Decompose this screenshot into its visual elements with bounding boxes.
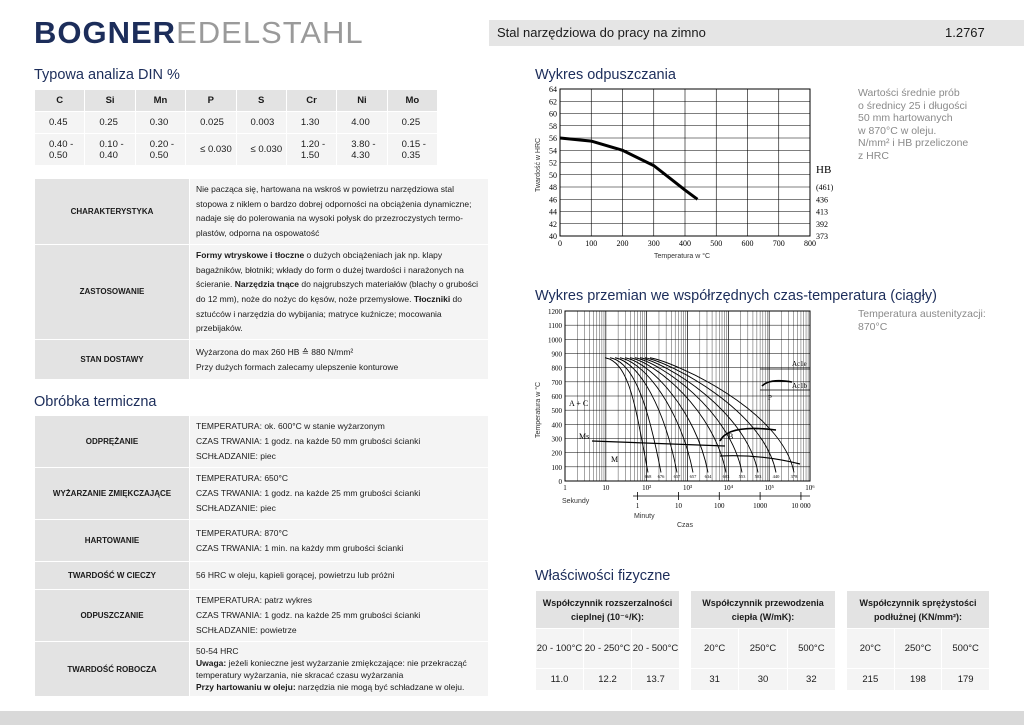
col-header: Si bbox=[85, 90, 135, 112]
hard-label: HARTOWANIE bbox=[35, 520, 190, 562]
cct-ylabel: Temperatura w °C bbox=[535, 381, 542, 438]
y-tick-label: 58 bbox=[549, 121, 557, 131]
physical-title: Właściwości fizyczne bbox=[535, 568, 671, 584]
seconds-label: Sekundy bbox=[562, 498, 590, 505]
label-ms: Ms bbox=[579, 432, 590, 441]
y-tick-label: 200 bbox=[551, 449, 562, 458]
y-tick-label: 46 bbox=[549, 195, 557, 205]
quench-label: TWARDOŚĆ W CIECZY bbox=[35, 562, 190, 590]
temp-cell: 250°C bbox=[894, 629, 942, 669]
stress-text bbox=[190, 416, 489, 468]
right-axis-label: HB bbox=[816, 164, 832, 176]
work-line: 50-54 HRC bbox=[196, 646, 239, 656]
y-tick-label: 300 bbox=[551, 435, 562, 444]
application-bold: Formy wtryskowe i tłoczne bbox=[196, 249, 305, 260]
minute-tick-label: 10 bbox=[674, 502, 682, 510]
y-tick-label: 1000 bbox=[548, 336, 562, 345]
col-header: Mn bbox=[135, 90, 185, 112]
ms-line bbox=[592, 441, 725, 446]
temp-cell: 20 - 500°C bbox=[632, 629, 680, 669]
minute-tick-label: 100 bbox=[714, 502, 725, 510]
range-cell: 0.20 - 0.50 bbox=[135, 134, 185, 166]
note-line: Wartości średnie prób bbox=[858, 87, 960, 99]
y-tick-label: 42 bbox=[549, 219, 557, 229]
x-tick-label: 10³ bbox=[682, 484, 693, 492]
modulus-table bbox=[846, 590, 990, 691]
range-cell: 1.20 - 1.50 bbox=[286, 134, 336, 166]
x-tick-label: 10⁶ bbox=[805, 484, 815, 492]
hard-line: CZAS TRWANIA: 1 min. na każdy mm grubości ścianki bbox=[196, 542, 404, 553]
soft-line: SCHŁADZANIE: piec bbox=[196, 502, 276, 513]
minute-tick-label: 10 000 bbox=[791, 502, 811, 510]
temper-line: TEMPERATURA: patrz wykres bbox=[196, 595, 313, 606]
y-tick-label: 900 bbox=[551, 350, 562, 359]
cct-title: Wykres przemian we współrzędnych czas-temperatura (ciągły) bbox=[535, 288, 937, 304]
temp-cell: 20 - 100°C bbox=[536, 629, 584, 669]
cct-note bbox=[858, 308, 986, 333]
application-label: ZASTOSOWANIE bbox=[35, 244, 190, 339]
x-tick-label: 400 bbox=[679, 239, 691, 248]
application-text bbox=[190, 244, 489, 339]
note-line: o średnicy 25 i długości bbox=[858, 99, 968, 112]
work-span: narzędzia nie mogą być schładzane w oleju. bbox=[295, 682, 465, 692]
note-line: w 870°C w oleju. bbox=[858, 124, 937, 137]
col-header: C bbox=[35, 90, 85, 112]
material-code: 1.2767 bbox=[945, 25, 985, 40]
col-header: P bbox=[186, 90, 236, 112]
brand-logo bbox=[34, 16, 364, 50]
work-label: TWARDOŚĆ ROBOCZA bbox=[35, 642, 190, 697]
y-tick-label: 64 bbox=[549, 85, 557, 94]
hardness-label: 603 bbox=[722, 474, 730, 479]
hardness-label: 668 bbox=[644, 474, 652, 479]
col-header: Mo bbox=[387, 90, 437, 112]
soft-line: TEMPERATURA: 650°C bbox=[196, 473, 289, 484]
y-tick-label: 54 bbox=[549, 146, 557, 156]
label-m: M bbox=[611, 455, 619, 464]
analysis-title: Typowa analiza DIN % bbox=[34, 67, 180, 83]
x-tick-label: 300 bbox=[647, 239, 660, 248]
quench-text: 56 HRC w oleju, kąpieli gorącej, powietrzu lub próżni bbox=[190, 562, 489, 590]
y-tick-label: 48 bbox=[549, 183, 557, 192]
work-line bbox=[196, 657, 482, 681]
x-tick-label: 0 bbox=[558, 239, 562, 248]
temp-cell: 500°C bbox=[787, 629, 835, 669]
stress-line: TEMPERATURA: ok. 600°C w stanie wyżarzonym bbox=[196, 421, 385, 432]
minutes-label: Minuty bbox=[634, 513, 655, 520]
properties-table bbox=[34, 178, 489, 380]
cct-chart bbox=[530, 306, 830, 532]
hardness-label: 503 bbox=[754, 474, 762, 479]
work-line bbox=[196, 681, 482, 693]
col-header: S bbox=[236, 90, 286, 112]
y-tick-label: 800 bbox=[551, 364, 562, 373]
temper-line: SCHŁADZANIE: powietrze bbox=[196, 624, 297, 635]
value-cell: 30 bbox=[739, 669, 787, 691]
y-tick-label: 40 bbox=[549, 232, 557, 241]
label-ac: A + C bbox=[569, 399, 589, 408]
cct-xlabel: Czas bbox=[677, 522, 693, 529]
range-cell: 3.80 - 4.30 bbox=[337, 134, 387, 166]
temp-cell: 20 - 250°C bbox=[584, 629, 632, 669]
soft-line: CZAS TRWANIA: 1 godz. na każde 25 mm grubości ścianki bbox=[196, 488, 421, 499]
heat-title: Obróbka termiczna bbox=[34, 394, 157, 410]
hardness-label: 657 bbox=[689, 474, 697, 479]
value-cell: 11.0 bbox=[536, 669, 584, 691]
value-cell: 32 bbox=[787, 669, 835, 691]
label-ac1e: Ac1e bbox=[792, 360, 807, 368]
y-tick-label: 1100 bbox=[548, 322, 562, 331]
characteristics-label: CHARAKTERYSTYKA bbox=[35, 179, 190, 245]
work-bold: Przy hartowaniu w oleju: bbox=[196, 682, 296, 692]
value-cell: 31 bbox=[691, 669, 739, 691]
minute-tick-label: 1000 bbox=[753, 502, 768, 510]
y-tick-label: 500 bbox=[551, 407, 562, 416]
hardness-label: 440 bbox=[772, 474, 780, 479]
range-cell: 0.15 - 0.35 bbox=[387, 134, 437, 166]
hard-text bbox=[190, 520, 489, 562]
tempering-xlabel: Temperatura w °C bbox=[654, 253, 711, 260]
hardness-label: 657 bbox=[673, 474, 681, 479]
value-cell: 215 bbox=[847, 669, 895, 691]
x-tick-label: 200 bbox=[616, 239, 629, 248]
y-tick-label: 700 bbox=[551, 378, 562, 387]
note-line: 50 mm hartowanych bbox=[858, 112, 953, 124]
soft-label: WYŻARZANIE ZMIĘKCZAJĄCE bbox=[35, 468, 190, 520]
temp-cell: 500°C bbox=[942, 629, 990, 669]
label-p: P bbox=[768, 394, 772, 402]
work-span: jeżeli konieczne jest wyżarzanie zmiękczające: nie przekracząć temperatury wyżarzania, nie skracać czasu wyżarzania bbox=[196, 658, 467, 680]
y-tick-label: 600 bbox=[551, 393, 562, 401]
range-cell: ≤ 0.030 bbox=[236, 134, 286, 166]
range-cell: 0.40 - 0.50 bbox=[35, 134, 85, 166]
stress-label: ODPRĘŻANIE bbox=[35, 416, 190, 468]
x-tick-label: 1 bbox=[563, 484, 567, 492]
temp-cell: 20°C bbox=[847, 629, 895, 669]
x-tick-label: 100 bbox=[585, 239, 598, 248]
note-line: Temperatura austenityzacji: bbox=[858, 308, 986, 320]
y-tick-label: 44 bbox=[549, 207, 557, 217]
hard-line: TEMPERATURA: 870°C bbox=[196, 527, 289, 538]
note-line: z HRC bbox=[858, 149, 889, 162]
y-tick-label: 100 bbox=[551, 463, 562, 472]
tempering-note bbox=[858, 87, 968, 162]
typical-cell: 4.00 bbox=[337, 112, 387, 134]
conductivity-table bbox=[690, 590, 836, 691]
temp-cell: 20°C bbox=[691, 629, 739, 669]
typical-cell: 0.003 bbox=[236, 112, 286, 134]
temper-line: CZAS TRWANIA: 1 godz. na każde 25 mm grubości ścianki bbox=[196, 610, 421, 621]
analysis-table bbox=[34, 89, 438, 166]
x-tick-label: 700 bbox=[772, 239, 785, 248]
label-ac1b: Ac1b bbox=[792, 382, 808, 390]
x-tick-label: 500 bbox=[710, 239, 723, 248]
application-bold: Narzędzia tnące bbox=[234, 279, 299, 290]
typical-cell: 0.25 bbox=[387, 112, 437, 134]
hb-tick-label: 413 bbox=[816, 207, 828, 217]
tempering-title: Wykres odpuszczania bbox=[535, 67, 676, 83]
expansion-table bbox=[535, 590, 680, 691]
stress-line: SCHŁADZANIE: piec bbox=[196, 450, 276, 461]
x-tick-label: 10⁵ bbox=[764, 484, 774, 492]
x-tick-label: 10² bbox=[642, 484, 652, 492]
tempering-chart bbox=[530, 84, 850, 264]
temper-text bbox=[190, 590, 489, 642]
y-tick-label: 0 bbox=[558, 478, 562, 486]
value-cell: 198 bbox=[894, 669, 942, 691]
note-line: N/mm² i HB przeliczone bbox=[858, 137, 969, 149]
typical-cell: 0.45 bbox=[35, 112, 85, 134]
header-title: Stal narzędziowa do pracy na zimno bbox=[497, 25, 706, 40]
y-tick-label: 56 bbox=[549, 134, 557, 143]
temp-cell: 250°C bbox=[739, 629, 787, 669]
delivery-line: Przy dużych formach zalecamy ulepszenie konturowe bbox=[196, 361, 399, 372]
temper-label: ODPUSZCZANIE bbox=[35, 590, 190, 642]
tempering-ylabel: Twardość w HRC bbox=[535, 137, 542, 192]
work-bold: Uwaga: bbox=[196, 658, 227, 668]
y-tick-label: 52 bbox=[549, 158, 557, 168]
characteristics-text: Nie pacząca się, hartowana na wskroś w powietrzu narzędziowa stal stopowa z niklem o bardzo dobrej odporności na obciążenia dynamiczne; nadaje się do polerowania na wysoki połysk do przezroczystych termo-plastów, odporna na ospowatość bbox=[190, 179, 489, 245]
work-text bbox=[190, 642, 489, 697]
x-tick-label: 600 bbox=[741, 239, 754, 248]
x-tick-label: 10 bbox=[602, 484, 610, 492]
heat-table bbox=[34, 415, 489, 697]
typical-cell: 1.30 bbox=[286, 112, 336, 134]
conductivity-header: Współczynnik przewodzenia ciepła (W/mK): bbox=[691, 591, 836, 629]
y-tick-label: 1200 bbox=[548, 308, 562, 316]
typical-cell: 0.25 bbox=[85, 112, 135, 134]
tempering-curve bbox=[560, 138, 698, 199]
header-bar bbox=[489, 20, 1024, 46]
hb-tick-label: 392 bbox=[816, 219, 828, 229]
minute-tick-label: 1 bbox=[635, 502, 640, 510]
y-tick-label: 60 bbox=[549, 109, 557, 119]
value-cell: 12.2 bbox=[584, 669, 632, 691]
hb-tick-label: (461) bbox=[816, 183, 834, 192]
hardness-label: 634 bbox=[704, 474, 712, 479]
typical-cell: 0.025 bbox=[186, 112, 236, 134]
delivery-line: Wyżarzona do max 260 HB ≙ 880 N/mm² bbox=[196, 346, 354, 357]
soft-text bbox=[190, 468, 489, 520]
y-tick-label: 50 bbox=[549, 170, 557, 180]
hardness-label: 676 bbox=[657, 474, 665, 479]
application-span: o dużych obciążeniach jak np. klapy bagażników, błotniki; wkłady do form o dużej twardości i narażonych na ścieranie. bbox=[196, 249, 464, 290]
modulus-header: Współczynnik sprężystości podłużnej (KN/mm²): bbox=[847, 591, 990, 629]
value-cell: 13.7 bbox=[632, 669, 680, 691]
y-tick-label: 62 bbox=[549, 97, 557, 107]
col-header: Cr bbox=[286, 90, 336, 112]
brand-part1: BOGNER bbox=[34, 15, 177, 50]
pearlite-nose bbox=[762, 381, 792, 386]
stress-line: CZAS TRWANIA: 1 godz. na każde 50 mm grubości ścianki bbox=[196, 436, 421, 447]
col-header: Ni bbox=[337, 90, 387, 112]
y-tick-label: 400 bbox=[551, 421, 562, 430]
application-span: do najgrubszych materiałów (blachy o grubości do 12 mm), noże do nożyc do kęsów, noże przemysłowe. bbox=[196, 279, 479, 304]
range-cell: 0.10 - 0.40 bbox=[85, 134, 135, 166]
hardness-label: 378 bbox=[790, 474, 798, 479]
note-line: 870°C bbox=[858, 320, 888, 333]
delivery-label: STAN DOSTAWY bbox=[35, 340, 190, 380]
x-tick-label: 800 bbox=[804, 239, 816, 248]
hb-tick-label: 436 bbox=[816, 195, 828, 205]
application-bold: Tłoczniki bbox=[413, 293, 451, 304]
value-cell: 179 bbox=[942, 669, 990, 691]
x-tick-label: 10⁴ bbox=[723, 484, 734, 492]
hb-tick-label: 373 bbox=[816, 232, 828, 241]
label-b: B bbox=[728, 432, 734, 441]
application-span: do sztućców i narzędzia do wybijania; matryce kuźnicze; mocowania przebijaków. bbox=[196, 293, 463, 334]
range-cell: ≤ 0.030 bbox=[186, 134, 236, 166]
typical-cell: 0.30 bbox=[135, 112, 185, 134]
hardness-label: 553 bbox=[738, 474, 746, 479]
expansion-header: Współczynnik rozszerzalności cieplnej (10⁻⁶/K): bbox=[536, 591, 680, 629]
brand-part2: EDELSTAHL bbox=[176, 15, 364, 50]
footer-bar bbox=[0, 711, 1024, 725]
delivery-text bbox=[190, 340, 489, 380]
